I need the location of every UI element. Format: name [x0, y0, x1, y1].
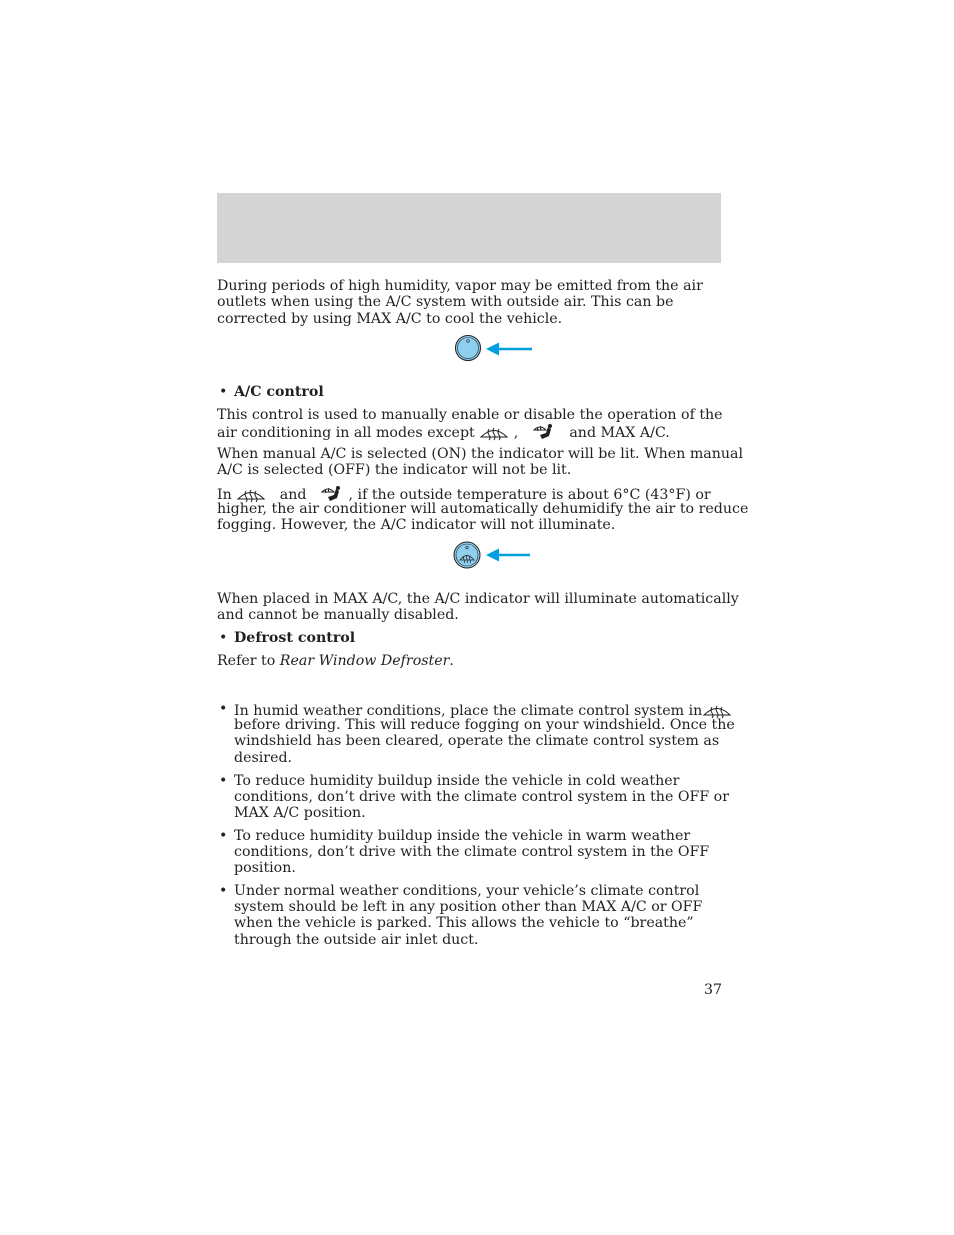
tip-2-line-1: To reduce humidity buildup inside the vehicle in cold weather [234, 773, 680, 789]
tip-3-line-2: conditions, don’t drive with the climate control system in the OFF [234, 844, 710, 860]
ac-indicator-icon [456, 336, 481, 361]
ac-p1-line-2-text-c: and MAX A/C. [569, 425, 670, 441]
ac-p3-text-b: and [279, 487, 307, 503]
ac-p1-line-1: This control is used to manually enable or disable the operation of the [217, 407, 723, 423]
tip-2-line-2: conditions, don’t drive with the climate control system in the OFF or [234, 789, 729, 805]
ac-p1-line-2 [217, 423, 670, 445]
defrost-refer-line [217, 653, 454, 669]
tip-3-line-1: To reduce humidity buildup inside the vehicle in warm weather [234, 828, 691, 844]
intro-line-1: During periods of high humidity, vapor may be emitted from the air [217, 278, 703, 294]
bullet: • [219, 701, 228, 717]
tip-4-line-4: through the outside air inlet duct. [234, 932, 479, 948]
page-number: 37 [704, 982, 723, 998]
intro-line-2: outlets when using the A/C system with outside air. This can be [217, 294, 674, 310]
tip-1-line-4: desired. [234, 750, 293, 766]
ac-p1-line-2-text-b: , [513, 425, 519, 441]
tip-3-line-3: position. [234, 860, 296, 876]
tip-2-line-3: MAX A/C position. [234, 805, 366, 821]
tip-4-line-2: system should be left in any position other than MAX A/C or OFF [234, 899, 703, 915]
arrow-icon [486, 343, 532, 356]
rear-window-defroster-reference: Rear Window Defroster [279, 653, 450, 669]
bullet: • [219, 630, 228, 646]
ac-p4-line-1: When placed in MAX A/C, the A/C indicator will illuminate automatically [217, 591, 739, 607]
intro-line-3: corrected by using MAX A/C to cool the vehicle. [217, 311, 563, 327]
ac-p4-line-2: and cannot be manually disabled. [217, 607, 459, 623]
ac-p2-line-2: A/C is selected (OFF) the indicator will not be lit. [217, 462, 572, 478]
tip-4-line-1: Under normal weather conditions, your vehicle’s climate control [234, 883, 700, 899]
defrost-indicator-figure [452, 540, 536, 570]
arrow-icon [486, 549, 530, 562]
ac-control-heading: A/C control [234, 384, 324, 400]
bullet: • [219, 384, 228, 400]
ac-p3-text-c: , if the outside temperature is about 6°C (43°F) or [348, 487, 711, 503]
tip-4-line-3: when the vehicle is parked. This allows the vehicle to “breathe” [234, 915, 694, 931]
defrost-ac-indicator-icon [454, 542, 480, 568]
windshield-defrost-icon [479, 423, 509, 445]
tip-1-text: In humid weather conditions, place the climate control system in [234, 703, 703, 719]
ac-indicator-figure [452, 334, 536, 362]
bullet: • [219, 773, 228, 789]
defrost-control-heading: Defrost control [234, 630, 356, 646]
refer-prefix: Refer to [217, 653, 276, 669]
ac-p3-line-3: fogging. However, the A/C indicator will not illuminate. [217, 517, 616, 533]
ac-p2-line-1: When manual A/C is selected (ON) the indicator will be lit. When manual [217, 446, 744, 462]
bullet: • [219, 828, 228, 844]
refer-suffix: . [449, 653, 454, 669]
header-band [217, 193, 721, 263]
ac-p3-line-2: higher, the air conditioner will automatically dehumidify the air to reduce [217, 501, 749, 517]
ac-p1-line-2-text-a: air conditioning in all modes except [217, 425, 475, 441]
bullet: • [219, 883, 228, 899]
tip-1-line-3: windshield has been cleared, operate the climate control system as [234, 733, 720, 749]
tip-1-line-2: before driving. This will reduce fogging on your windshield. Once the [234, 717, 735, 733]
ac-p3-text-a: In [217, 487, 232, 503]
floor-defrost-icon [532, 423, 556, 445]
